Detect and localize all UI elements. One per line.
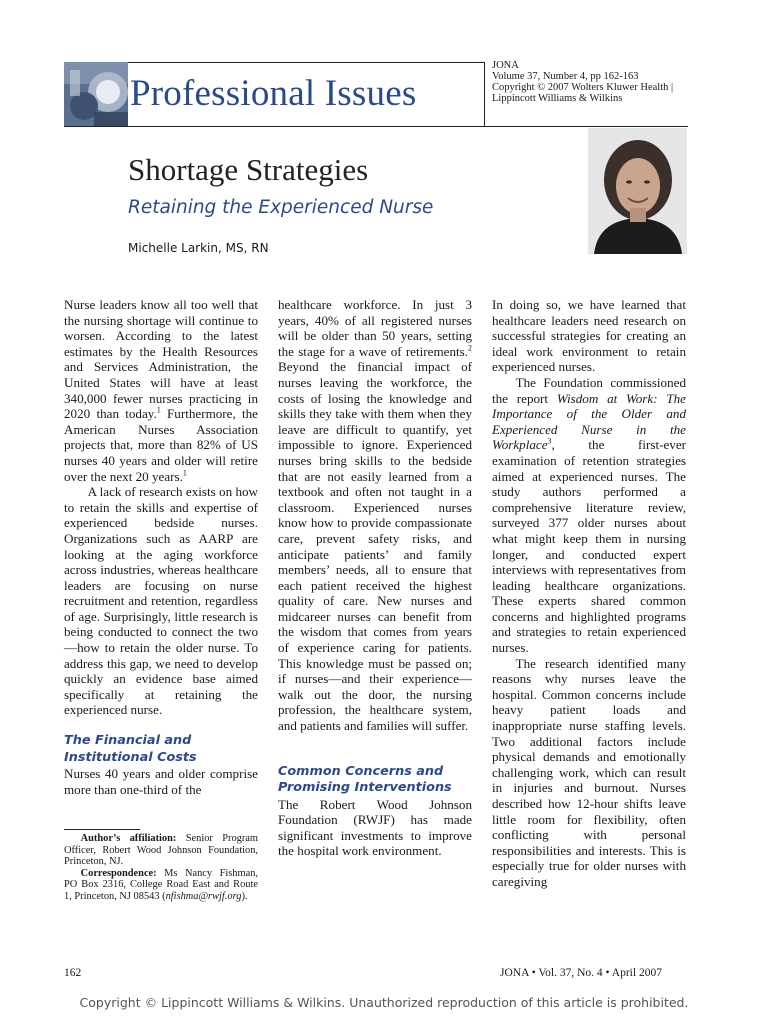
meta-line: Volume 37, Number 4, pp 162-163 (492, 71, 639, 82)
paragraph: The research identified many reasons why nurses leave the hospital. Common concerns include heavy patient loads and inappropriate nurse staffing levels. Two additional factors include physical demands and emotionally challenging work, which can result in injuries and burnout. Nurses described how 12-hour shifts leave little room for flexibility, often conflicting with personal responsibilities and interests. This is especially true for older nurses with caregiving (492, 655, 686, 889)
meta-line: Copyright © 2007 Wolters Kluwer Health | (492, 82, 674, 93)
paragraph: healthcare workforce. In just 3 years, 40% of all registered nurses will be older than 50 years, setting the stage for a wave of retirements.$^2$ Beyond the financial impact of nurses leaving the workforce, the costs of losing the knowledge and skills they take with them when they leave are difficult to quantify, yet impossible to ignore. Experienced nurses bring skills to the bedside that are not easily learned from a textbook and often not taught in a classroom. Experienced nurses know how to provide compassionate care, prevent safety risks, and anticipate patients’ and family members’ needs, all to ensure that each patient received the highest quality of care. New nurses and midcareer nurses can benefit from the wisdom that comes from years of experience caring for patients. This knowledge must be passed on; if nurses—and their experience—walk out the door, the nursing profession, the healthcare system, and patients and families will suffer. (278, 297, 472, 734)
article-title: Shortage Strategies (128, 152, 369, 187)
paragraph: In doing so, we have learned that healthcare leaders need research on successful strategies for creating an ideal work environment to retain experienced nurses. (492, 297, 686, 375)
paragraph: Nurses 40 years and older comprise more than one-third of the (64, 766, 258, 797)
article-subtitle: Retaining the Experienced Nurse (128, 197, 434, 218)
meta-line: Lippincott Williams & Wilkins (492, 93, 623, 104)
journal-logo-icon (64, 62, 128, 126)
header-rule-vertical (484, 62, 485, 126)
author-photo (588, 128, 687, 254)
article-author: Michelle Larkin, MS, RN (128, 241, 269, 255)
header-rule-bottom (64, 126, 688, 127)
copyright-notice: Copyright © Lippincott Williams & Wilkins. Unauthorized reproduction of this article is prohibited. (79, 995, 689, 1010)
section-heading: The Financial and Institutional Costs (64, 733, 197, 765)
footnote-rule (64, 829, 140, 830)
author-footnote (64, 833, 258, 903)
citation-ref: 2 (468, 343, 472, 353)
author-affiliation: Author’s affiliation: Senior Program Officer, Robert Wood Johnson Foundation, Princeton, NJ. (64, 833, 258, 868)
meta-line: JONA (492, 60, 519, 71)
page-number: 162 (64, 967, 82, 979)
citation-ref: 1 (182, 468, 187, 478)
running-footer: JONA • Vol. 37, No. 4 • April 2007 (500, 967, 662, 979)
email-link[interactable]: nfishma@rwjf.org (165, 890, 242, 902)
citation-ref: 1 (156, 405, 161, 415)
column-1 (64, 297, 258, 797)
paragraph: Nurse leaders know all too well that the nursing shortage will continue to worsen. According to the latest estimates by the Health Resources and Services Administration, the United States will have at least 340,000 fewer nurses practicing in 2020 than today.$^1$ Furthermore, the American Nurses Association projects that, more than 82% of US nurses 40 years and older will retire over the next 20 years.$^1$ (64, 297, 258, 484)
column-2 (278, 297, 472, 859)
section-heading: Common Concerns and Promising Interventions (278, 763, 452, 796)
paragraph: A lack of research exists on how to retain the skills and expertise of experienced bedside nurses. Organizations such as AARP are looking at the aging workforce across industries, whereas healthcare leaders are focusing on nurse recruitment and retention, regardless of age. Surprisingly, little research is being conducted to connect the two—how to retain the older nurse. To address this gap, we need to develop quickly an evidence base aimed specifically at retaining the experienced nurse. (64, 484, 258, 718)
section-title: Professional Issues (130, 73, 417, 114)
paragraph: The Robert Wood Johnson Foundation (RWJF) has made significant investments to improve the hospital work environment. (278, 796, 472, 859)
correspondence: Correspondence: Ms Nancy Fishman, PO Box 2316, College Road East and Route 1, Princeton, NJ 08543 (nfishma@rwjf.org). (64, 867, 258, 902)
paragraph: The Foundation commissioned the report Wisdom at Work: The Importance of the Older and Experienced Nurse in the Workplace$^3$, the first-ever examination of retention strategies aimed at experienced nurses. The study authors performed a comprehensive literature review, surveyed 377 older nurses about what might keep them in nursing longer, and conducted expert interviews with representatives from leading healthcare organizations. These experts shared common concerns and highlighted programs and strategies to retain experienced nurses. (492, 374, 686, 656)
report-title: Wisdom at Work: The Importance of the Older and Experienced Nurse in the Workplace (492, 390, 686, 453)
citation-ref: 3 (547, 436, 552, 446)
journal-meta (492, 60, 673, 104)
column-3 (492, 297, 686, 890)
